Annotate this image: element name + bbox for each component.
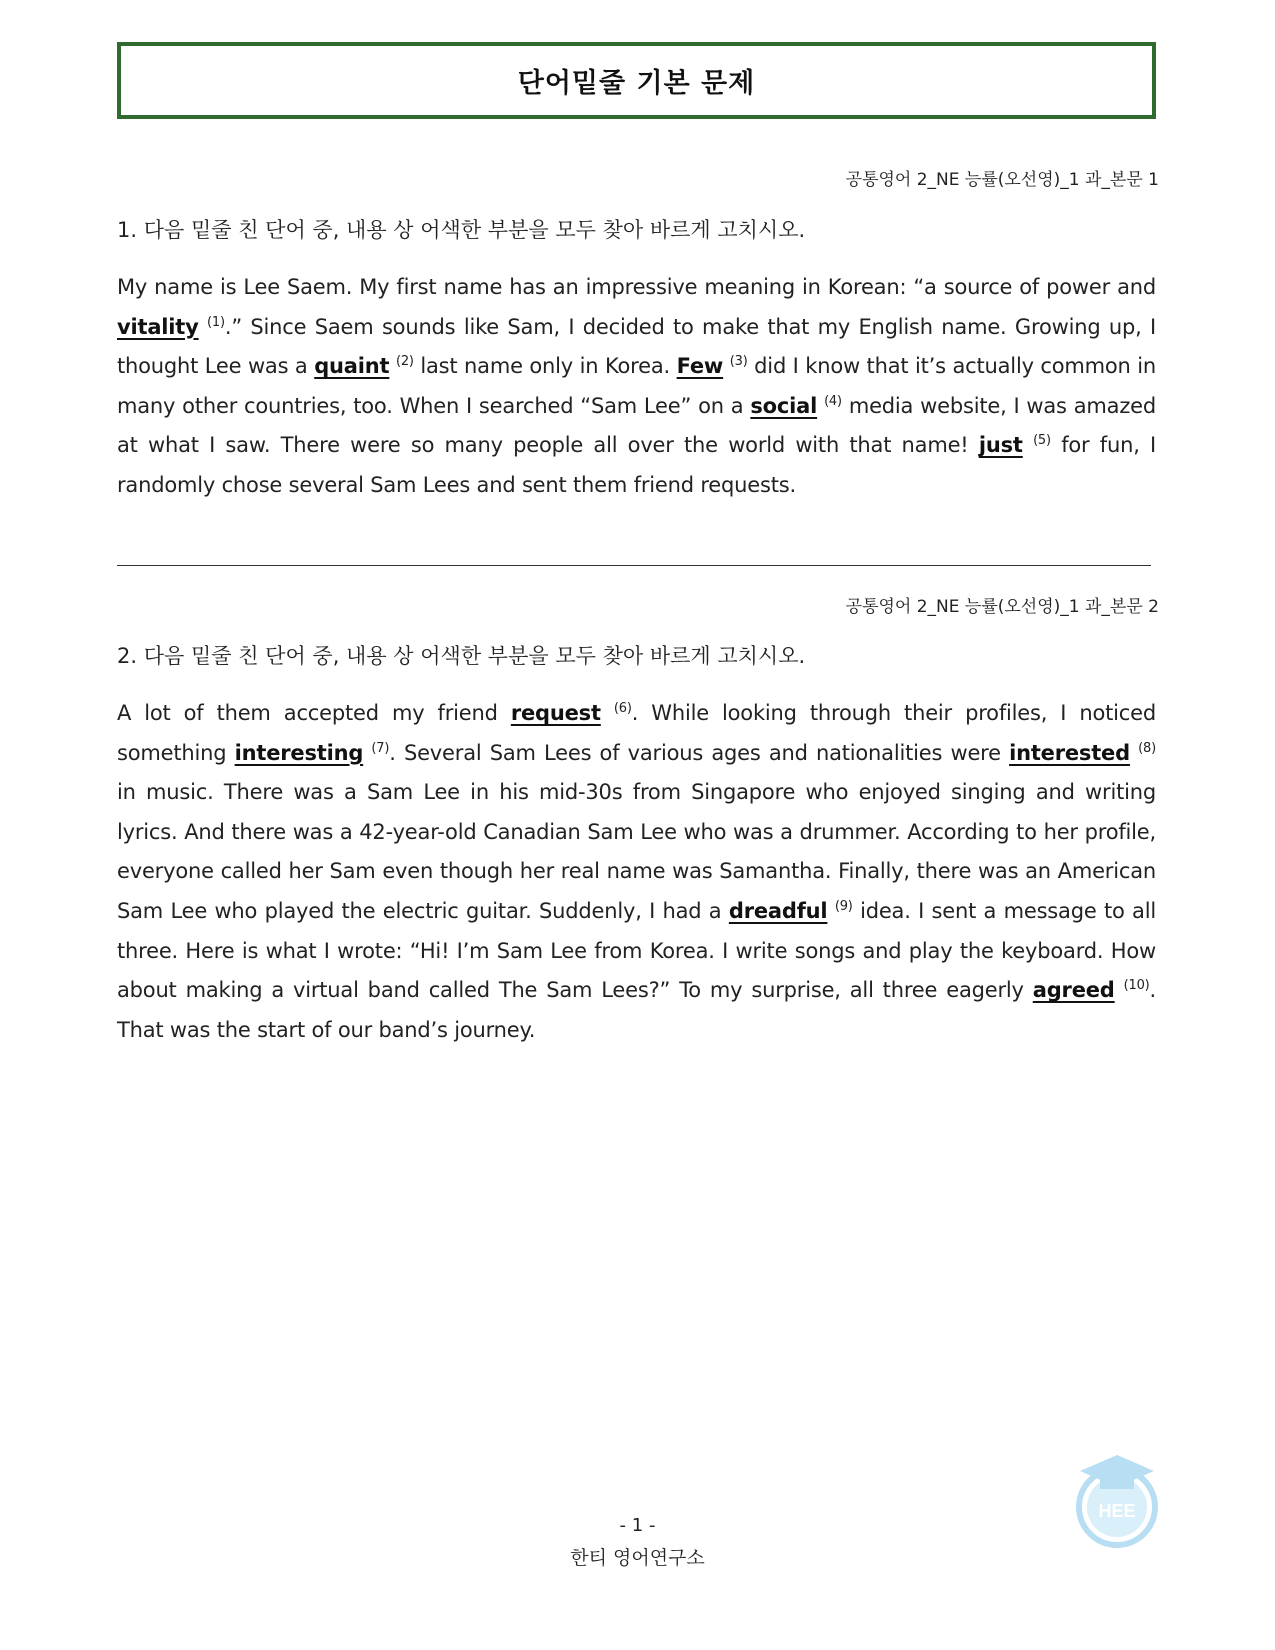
blank-number: (1)	[207, 314, 225, 330]
graduation-cap-icon	[1072, 1445, 1162, 1555]
blank-number: (9)	[834, 898, 853, 914]
passage-text: . Several Sam Lees of various ages and nationalities were	[389, 740, 1010, 765]
blank-number: (10)	[1123, 978, 1150, 994]
passage-text: . While looking through their profiles, I noticed something	[117, 701, 1157, 765]
footer-org: 한티 영어연구소	[570, 1547, 705, 1569]
page-number: - 1 -	[619, 1515, 656, 1536]
question-2: 2. 다음 밑줄 친 단어 중, 내용 상 어색한 부분을 모두 찾아 바르게 고치시오.	[117, 644, 806, 668]
passage-2	[117, 694, 1156, 1050]
underlined-word: dreadful	[728, 898, 828, 923]
passage-text: idea. I sent a message to all three. Here is what I wrote: “Hi! I’m Sam Lee from Korea. I write songs and play the keyboard. How about making a virtual band called The Sam Lees?” To my surprise, all three eagerly	[117, 898, 1156, 1003]
underlined-word: vitality	[117, 314, 199, 339]
passage-text: for fun, I randomly chose several Sam Lees and sent them friend requests.	[117, 433, 1156, 497]
blank-number: (3)	[729, 354, 748, 370]
underlined-word: interesting	[234, 740, 364, 765]
underlined-word: Few	[676, 354, 724, 379]
blank-number: (8)	[1138, 740, 1156, 756]
blank-number: (5)	[1033, 433, 1051, 449]
logo-text: HEE	[1098, 1501, 1136, 1521]
underlined-word: interested	[1009, 740, 1130, 765]
question-1: 1. 다음 밑줄 친 단어 중, 내용 상 어색한 부분을 모두 찾아 바르게 고치시오.	[117, 218, 806, 242]
passage-text: last name only in Korea.	[413, 354, 677, 379]
divider	[117, 565, 1151, 566]
underlined-word: just	[978, 433, 1023, 458]
passage-text: .” Since Saem sounds like Sam, I decided to make that my English name. Growing up, I thought Lee was a	[117, 314, 1156, 379]
title-box	[117, 42, 1156, 119]
passage-text: My name is Lee Saem. My first name has an impressive meaning in Korean: “a source of power and	[117, 275, 1156, 299]
underlined-word: request	[510, 701, 601, 725]
passage-text: . That was the start of our band’s journey.	[117, 978, 1156, 1042]
blank-number: (6)	[613, 701, 632, 716]
blank-number: (2)	[395, 354, 414, 370]
passage-text: did I know that it’s actually common in many other countries, too. When I searched “Sam Lee” on a	[117, 354, 1157, 418]
blank-number: (7)	[371, 740, 390, 756]
underlined-word: social	[750, 393, 818, 418]
underlined-word: agreed	[1032, 978, 1115, 1003]
blank-number: (4)	[824, 393, 842, 409]
passage-text: in music. There was a Sam Lee in his mid-30s from Singapore who enjoyed singing and writing lyrics. And there was a 42-year-old Canadian Sam Lee who was a drummer. According to her profile, everyone called her Sam even though her real name was Samantha. Finally, there was an American Sam Lee who played the electric guitar. Suddenly, I had a	[117, 780, 1156, 923]
passage-1	[117, 268, 1156, 506]
passage-text: A lot of them accepted my friend	[117, 701, 511, 725]
passage-text: media website, I was amazed at what I saw. There were so many people all over the world with that name!	[117, 393, 1156, 458]
page-title: 단어밑줄 기본 문제	[517, 68, 756, 99]
source-label-1: 공통영어 2_NE 능률(오선영)_1 과_본문 1	[845, 170, 1159, 190]
underlined-word: quaint	[314, 354, 390, 379]
source-label-2: 공통영어 2_NE 능률(오선영)_1 과_본문 2	[845, 597, 1159, 617]
